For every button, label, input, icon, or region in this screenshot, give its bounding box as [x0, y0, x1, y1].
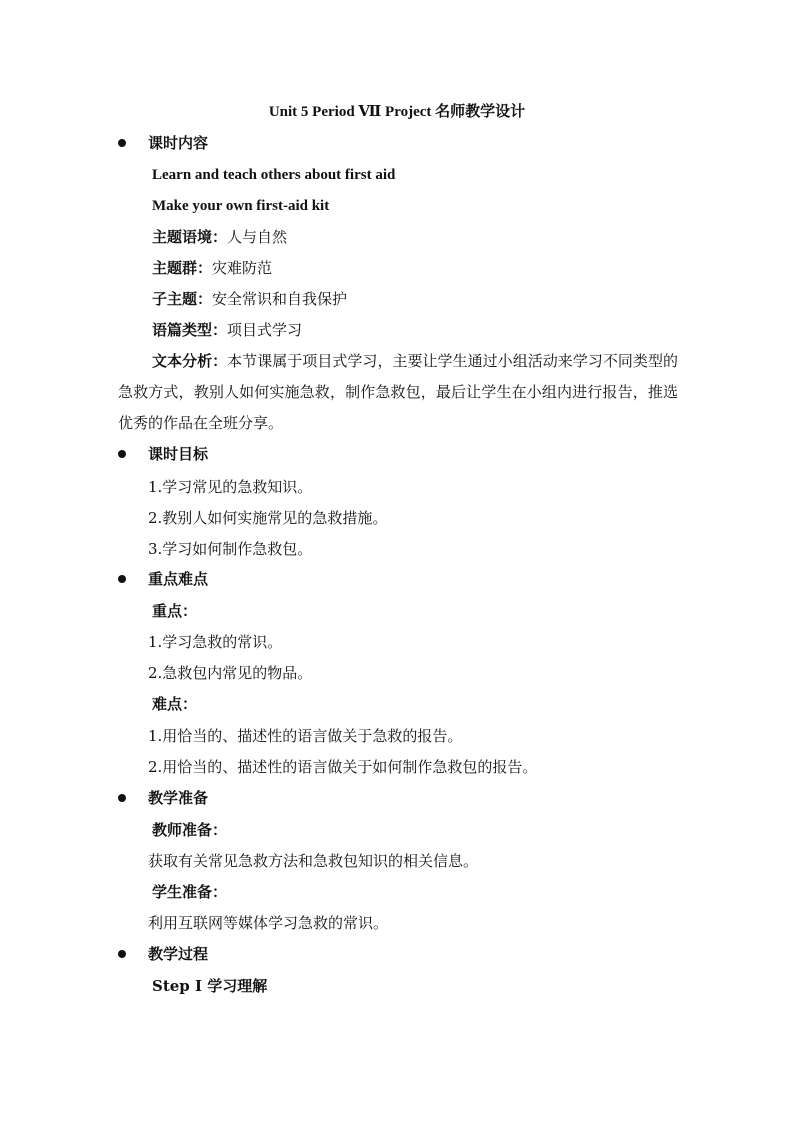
text-type-line: [152, 320, 302, 340]
key-label: 重点：: [152, 602, 198, 620]
analysis-label: 文本分析：: [152, 352, 228, 370]
content-line-1: Learn and teach others about first aid: [152, 167, 396, 183]
key-item: 1.学习急救的常识。: [148, 633, 283, 651]
group-line: [152, 258, 272, 278]
bullet-icon: [118, 794, 126, 802]
content-line-2: Make your own first-aid kit: [152, 198, 330, 214]
goal-item: 2.教别人如何实施常见的急救措施。: [148, 509, 388, 527]
section-process-heading: 教学过程: [118, 944, 208, 964]
bullet-icon: [118, 575, 126, 583]
key-item: 2.急救包内常见的物品。: [148, 664, 313, 682]
theme-line: [152, 227, 287, 247]
section-keypoints-heading: 重点难点: [118, 569, 208, 589]
analysis-text: 本节课属于项目式学习，主要让学生通过小组活动来学习不同类型的急救方式，教别人如何实施急救，制作急救包，最后让学生在小组内进行报告，推选优秀的作品在全班分享。: [118, 352, 678, 432]
bullet-icon: [118, 450, 126, 458]
subtheme-value: 安全常识和自我保护: [212, 290, 348, 308]
bullet-icon: [118, 139, 126, 147]
text-type-label: 语篇类型：: [152, 321, 228, 339]
goal-item: 1.学习常见的急救知识。: [148, 478, 313, 496]
analysis-paragraph: [118, 346, 678, 439]
goal-item: 3.学习如何制作急救包。: [148, 540, 313, 558]
student-prep-label: 学生准备：: [152, 883, 228, 901]
theme-label: 主题语境：: [152, 228, 228, 246]
subtheme-label: 子主题：: [152, 290, 213, 308]
teacher-prep-label: 教师准备：: [152, 821, 228, 839]
hard-label: 难点：: [152, 695, 198, 713]
teacher-prep-text: 获取有关常见急救方法和急救包知识的相关信息。: [148, 852, 479, 870]
hard-item: 2.用恰当的、描述性的语言做关于如何制作急救包的报告。: [148, 758, 538, 776]
group-label: 主题群：: [152, 259, 213, 277]
step-1-heading: Step Ⅰ 学习理解: [152, 977, 268, 995]
hard-item: 1.用恰当的、描述性的语言做关于急救的报告。: [148, 727, 463, 745]
section-content-heading: 课时内容: [118, 133, 208, 153]
section-preparation-heading: 教学准备: [118, 788, 208, 808]
subtheme-line: [152, 289, 347, 309]
text-type-value: 项目式学习: [227, 321, 303, 339]
bullet-icon: [118, 950, 126, 958]
student-prep-text: 利用互联网等媒体学习急救的常识。: [148, 914, 389, 932]
page-title: Unit 5 Period Ⅶ Project 名师教学设计: [268, 104, 526, 120]
section-goals-heading: 课时目标: [118, 444, 208, 464]
theme-value: 人与自然: [227, 228, 288, 246]
group-value: 灾难防范: [212, 259, 273, 277]
